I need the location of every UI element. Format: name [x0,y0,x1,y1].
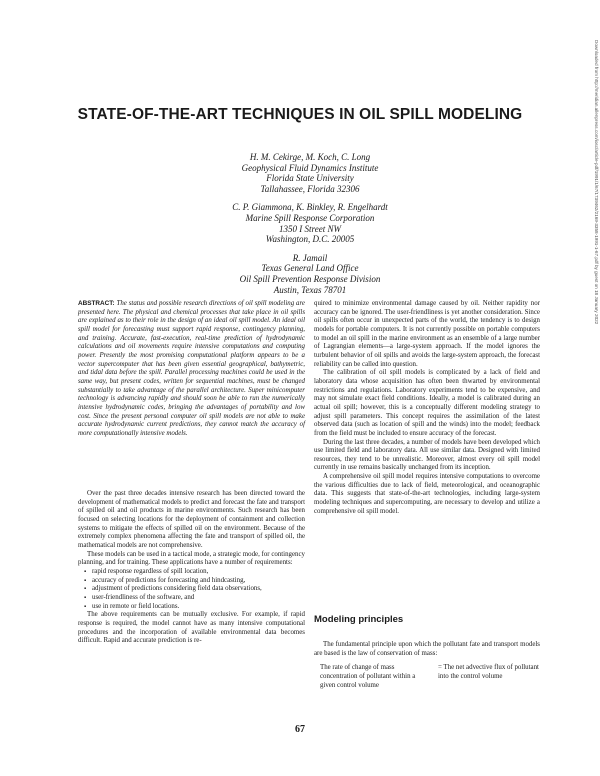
paragraph: These models can be used in a tactical mode, a strategic mode, for contingency planning, and for training. These applications have a number of requirements: [78,550,305,567]
principles [314,641,540,690]
paragraph: quired to minimize environmental damage caused by oil. Neither rapidity nor accuracy can be ignored. The user-friendliness is yet another consideration. Since oil spills often occur in unexpected parts of the world, the tendency is to design models for portable computers. It is not currently possible on portable computers to model an oil spill in the marine environment as an ensemble of a large number of Lagrangian elements—a large-system approach. If the model ignores the turbulent behavior of oil spills and avoids the large-system approach, the forecast reliability can be called into question. [314,300,540,368]
affiliation-line: Texas General Land Office [261,263,359,274]
affiliation-line: Oil Spill Prevention Response Division [239,273,381,284]
abstract [78,300,305,439]
list-item: ▪ adjustment of predictions considering field data observations, [92,585,305,594]
list-item: ▪ accuracy of predictions for forecasting and hindcasting, [92,577,305,586]
affiliation-line: Florida State University [266,173,354,184]
affiliation-1 [150,152,470,194]
author-names: H. M. Cekirge, M. Koch, C. Long [249,152,371,162]
equation-right-text: The net advective flux of pollutant into the control volume [438,664,539,680]
list-item: ▪ rapid response regardless of spill location, [92,568,305,577]
affiliation-line: Austin, Texas 78701 [273,284,347,295]
affiliation-line: Tallahassee, Florida 32306 [260,183,360,194]
abstract-text: The status and possible research directions of oil spill modeling are presented here. The physical and chemical processes that take place in oil spills are explained as to their role in the design of an ideal oil spill model. An ideal oil spill model for forecasting must support rapid response, contingency planning, and training. Accurate, fast-execution, real-time prediction of hydrodynamic calculations and oil movements require intensive computations and computing power. Presently the most promising computational platform appears to be a vector supercomputer that has been given essential geographical, bathymetric, and tidal data before the spill. Parallel processing machines could be used in the same way, but present codes, written for sequential machines, must be changed substantially to take advantage of the parallel architecture. Super minicomputer technology is advancing rapidly and should soon be able to run the numerically intensive hydrodynamic codes, bringing the advantages of portability and low cost. Since the present personal computer oil spill models are not able to make accurate hydrodynamic current predictions, they cannot match the accuracy of more computationally intensive models. [78,300,305,437]
paragraph: During the last three decades, a number of models have been developed which use limited field and laboratory data. All use similar data. Designed with limited resources, they tend to be unrealistic. Moreover, almost every oil spill model currently in use remains basically unchanged from its inception. [314,438,540,472]
list-item: ▪ user-friendliness of the software, and [92,594,305,603]
download-sidenote: Downloaded from http://meridian.allenpress.com/iosc/article-pdf/1991/1/67/1739462/2169-3358-1991-1-67.pdf by guest on 18 January 2022 [594,40,599,325]
equation-right-term: = The net advective flux of pollutant into the control volume [438,664,539,680]
affiliation-line: Geophysical Fluid Dynamics Institute [241,162,379,173]
list-item: ▪ use in remote or field locations. [92,603,305,612]
section-heading: Modeling principles [314,614,404,625]
introduction [78,490,305,646]
paragraph: A comprehensive oil spill model requires intensive computations to overcome the various difficulties due to lack of field, meteorological, and oceanographic data. This suggests that state-of-the-art technologies, including large-system modeling techniques and supercomputing, are necessary to develop and utilize a comprehensive oil spill model. [314,473,540,515]
affiliation-2 [150,202,470,244]
paragraph: The calibration of oil spill models is complicated by a lack of field and laboratory data whose acquisition has often been thwarted by environmental restrictions and regulations. Laboratory experiments tend to be expensive, and may not simulate exact field conditions. Ideally, a model is calibrated during an actual oil spill; however, this is a conceptually different modeling strategy to adjust spill parameters. This concept requires the assimilation of the latest observed data (such as location of spill and the winds) into the model; feedback from the field must be included to ensure accuracy of the forecast. [314,369,540,437]
paper-title: STATE-OF-THE-ART TECHNIQUES IN OIL SPILL MODELING [77,106,523,123]
requirements-list [78,568,305,611]
affiliation-line: 1350 I Street NW [279,223,341,234]
author-block [150,152,470,303]
affiliation-line: Marine Spill Response Corporation [245,212,375,223]
conservation-equation [314,664,540,690]
equation-left-term: The rate of change of mass concentration of pollutant within a given control volume [320,664,416,689]
page-number: 67 [295,724,305,735]
paragraph: Over the past three decades intensive research has been directed toward the development of mathematical models to predict and forecast the fate and transport of spilled oil and oil products in marine environments. Such research has been focused on selecting locations for the deployment of containment and collection systems to mitigate the effects of spilled oil on the environment. Because of the extremely complex phenomena affecting the fate and transport of spilled oil, the mathematical models are not comprehensive. [78,490,305,549]
affiliation-3 [150,253,470,295]
author-names: R. Jamail [292,252,328,263]
author-names: C. P. Giammona, K. Binkley, R. Engelhardt [232,202,388,213]
abstract-label: ABSTRACT: [78,300,115,307]
affiliation-line: Washington, D.C. 20005 [265,234,355,245]
paragraph: The fundamental principle upon which the pollutant fate and transport models are based is the law of conservation of mass: [314,641,540,657]
paragraph: The above requirements can be mutually exclusive. For example, if rapid response is required, the model cannot have as many intensive computational procedures and the incorporation of available environmental data becomes difficult. Rapid and accurate prediction is re- [78,611,305,645]
right-column [314,300,540,516]
